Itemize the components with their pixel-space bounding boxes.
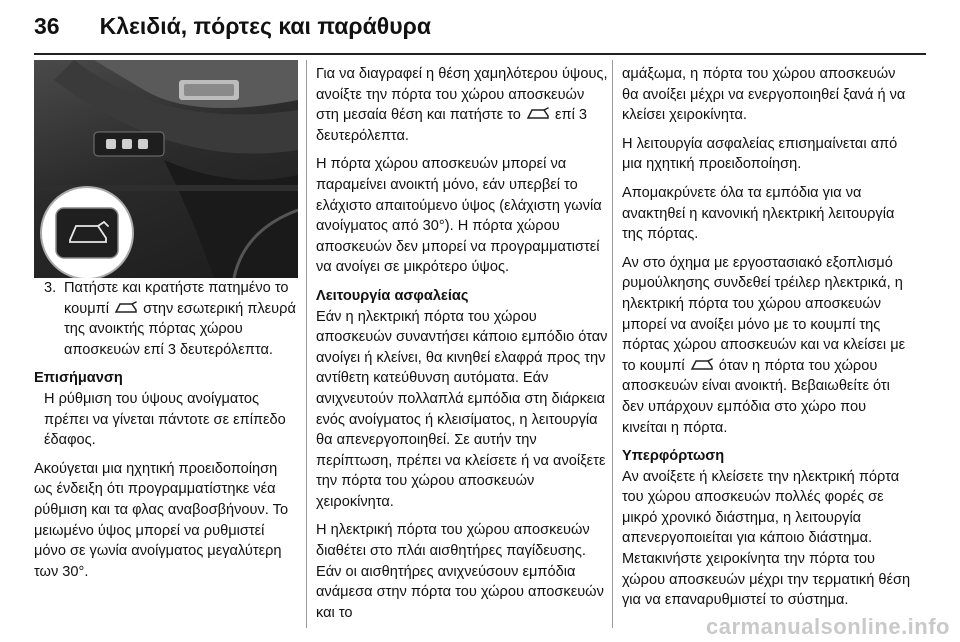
tailgate-close-icon bbox=[689, 357, 715, 373]
paragraph-text-a: Για να διαγραφεί η θέση χαμηλότερου ύψους, ανοίξτε την πόρτα του χώρου αποσκευών στη μεσαία θέση και πατήστε το bbox=[316, 66, 608, 124]
section-title-safety: Λειτουργία ασφαλείας bbox=[316, 287, 469, 304]
notice-title: Επισήμανση bbox=[34, 370, 123, 387]
column-1 bbox=[34, 60, 298, 590]
paragraph bbox=[316, 64, 608, 146]
paragraph: Απομακρύνετε όλα τα εμπόδια για να ανακτηθεί η κανονική ηλεκτρική λειτουργία της πόρτας. bbox=[622, 184, 895, 243]
column-divider bbox=[306, 60, 307, 628]
paragraph: αμάξωμα, η πόρτα του χώρου αποσκευών θα ανοίξει μέχρι να ενεργοποιηθεί ξανά ή να κλείσει χειροκίνητα. bbox=[622, 66, 906, 124]
section-title-overload: Υπερφόρτωση bbox=[622, 448, 725, 465]
paragraph-text-b: επί 3 δευτερόλεπτα. bbox=[316, 107, 588, 144]
paragraph-text-a: Αν στο όχημα με εργοστασιακό εξοπλισμό ρυμούλκησης συνδεθεί τρέιλερ ηλεκτρικά, η ηλεκτρική πόρτα του χώρου αποσκευών μπορεί να ανοίξει μόνο με το κουμπί της πόρτας χώρου αποσκευών και να κλείσει με το κουμπί bbox=[622, 254, 906, 374]
tailgate-close-icon bbox=[113, 300, 139, 316]
notice-text: Η ρύθμιση του ύψους ανοίγματος πρέπει να γίνεται πάντοτε σε επίπεδο έδαφος. bbox=[44, 390, 286, 449]
step-number: 3. bbox=[44, 280, 57, 296]
step-3-text-a: Πατήστε και κρατήστε πατημένο το κουμπί bbox=[64, 280, 289, 317]
paragraph-text-b: όταν η πόρτα του χώρου αποσκευών είναι ανοικτή. Βεβαιωθείτε ότι δεν υπάρχουν εμπόδια στο χώρο που κινείται η πόρτα. bbox=[622, 357, 890, 436]
tailgate-close-icon bbox=[525, 106, 551, 122]
tailgate-button-photo bbox=[34, 60, 298, 278]
page-number: 36 bbox=[34, 12, 60, 39]
paragraph: Αν ανοίξετε ή κλείσετε την ηλεκτρική πόρτα του χώρου αποσκευών πολλές φορές σε μικρό χρονικό διάστημα, η λειτουργία απενεργοποιείται για κάποιο διάστημα. Μετακινήστε χειροκίνητα την πόρτα του χώρου αποσκευών μέχρι την τερματική θέση για να επαναρυθμιστεί το σύστημα. bbox=[622, 468, 911, 609]
paragraph bbox=[622, 253, 914, 438]
column-2 bbox=[316, 64, 608, 631]
column-3 bbox=[622, 64, 914, 619]
paragraph: Εάν η ηλεκτρική πόρτα του χώρου αποσκευών συναντήσει κάποιο εμπόδιο όταν ανοίγει ή κλείνει, θα κινηθεί ελαφρά προς την αντίθετη κατεύθυνση αυτόματα. Εάν ανιχνευτούν πολλαπλά εμπόδια στη διάρκεια ενός ανοίγματος ή κλεισίματος, η λειτουργία θα απενεργοποιηθεί. Σε αυτήν την περίπτωση, πρέπει να κλείσετε ή να ανοίξετε την πόρτα του χώρου αποσκευών χειροκίνητα. bbox=[316, 308, 608, 510]
paragraph: Ακούγεται μια ηχητική προειδοποίηση ως ένδειξη ότι προγραμματίστηκε νέα ρύθμιση και τα φλας αναβοσβήνουν. Το μειωμένο ύψος μπορεί να ρυθμιστεί μόνο σε γωνία ανοίγματος μεγαλύτερη των 30°. bbox=[34, 460, 289, 580]
step-3-text-b: στην εσωτερική πλευρά της ανοικτής πόρτας χώρου αποσκευών επί 3 δευτερόλεπτα. bbox=[64, 300, 296, 358]
watermark: carmanualsonline.info bbox=[706, 614, 950, 639]
paragraph: Η λειτουργία ασφαλείας επισημαίνεται από μια ηχητική προειδοποίηση. bbox=[622, 135, 898, 173]
header-rule bbox=[34, 53, 926, 55]
paragraph: Η πόρτα χώρου αποσκευών μπορεί να παραμείνει ανοικτή μόνο, εάν υπερβεί το ελάχιστο απαιτούμενο ύψος (ελάχιστη γωνία ανοίγματος από 30°). Η πόρτα χώρου αποσκευών δεν μπορεί να προγραμματιστεί να ανοίγει σε μικρότερο ύψος. bbox=[316, 156, 602, 276]
step-3 bbox=[34, 278, 298, 360]
paragraph: Η ηλεκτρική πόρτα του χώρου αποσκευών διαθέτει στο πλάι αισθητήρες παγίδευσης. Εάν οι αισθητήρες ανιχνεύσουν εμπόδια ανάμεσα στην πόρτα του χώρου αποσκευών και το bbox=[316, 522, 604, 621]
page-header bbox=[34, 4, 926, 48]
running-title: Κλειδιά, πόρτες και παράθυρα bbox=[99, 12, 431, 39]
tailgate-interior-illustration bbox=[34, 60, 298, 278]
column-divider bbox=[612, 60, 613, 628]
